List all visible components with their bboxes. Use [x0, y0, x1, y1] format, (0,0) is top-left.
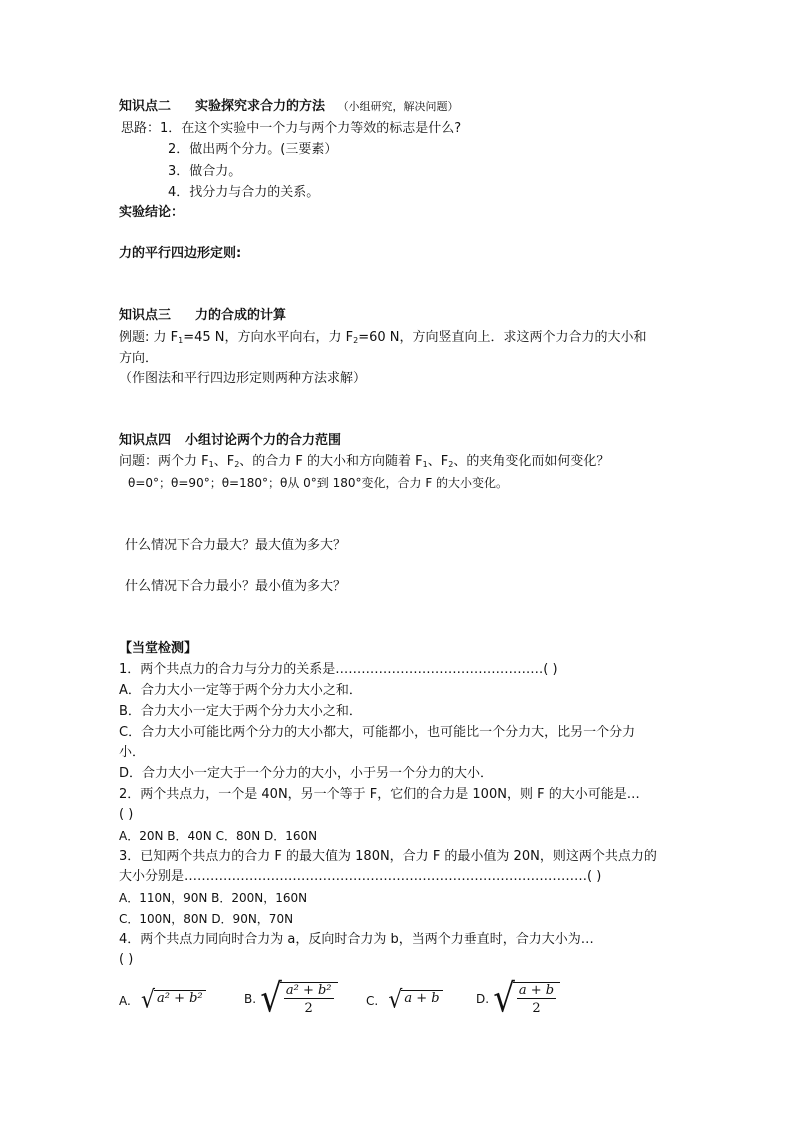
q4-option-d-label: D. [476, 992, 490, 1006]
q1-option-b: B．合力大小一定大于两个分力大小之和． [119, 704, 362, 719]
subscript-1: 1 [178, 336, 184, 345]
q4-option-d [476, 976, 560, 1022]
sqrt-icon: √ $\frac{a + b}{2}$ [493, 982, 560, 1016]
question-text-d: 、F [427, 454, 449, 469]
min-question: 什么情况下合力最小？最小值为多大？ [125, 579, 347, 594]
sec4-heading: 知识点四 [119, 433, 172, 448]
sqrt-icon: √ $\frac{\text{a² + b²}}{2}$ [260, 982, 337, 1016]
q3-options-row1: A．110N，90N B．200N，160N [119, 891, 308, 905]
sec4-angles: θ=0°；θ=90°；θ=180°；θ从 0°到 180°变化，合力 F 的大小变化。 [128, 476, 509, 490]
q2-options: A．20N B．40N C．80N D．160N [119, 829, 318, 843]
q3-options-row2: C．100N，80N D．90N，70N [119, 912, 294, 926]
example-text-a: 例题: 力 F [119, 330, 179, 345]
subscript-1: 1 [422, 460, 428, 469]
question-text-b: 、F [213, 454, 235, 469]
sqrt-icon: √ a + b [388, 990, 442, 1012]
q1-stem: 1．两个共点力的合力与分力的关系是…………………………………………( ) [119, 662, 558, 677]
q4-answer-paren: ( ) [119, 952, 134, 967]
q4-option-b-denominator: 2 [304, 1001, 313, 1016]
sec3-example-line2: 方向． [119, 351, 159, 366]
parallelogram-rule: 力的平行四边形定则: [119, 246, 242, 261]
q4-option-b-numerator: a² + b² [285, 983, 332, 998]
sec4-title: 小组讨论两个力的合力范围 [185, 433, 342, 448]
sec2-title: 实验探究求合力的方法 [195, 99, 326, 114]
q4-option-b [244, 976, 338, 1022]
sec2-line-1: 思路：1．在这个实验中一个力与两个力等效的标志是什么? [121, 121, 462, 136]
q2-stem: 2．两个共点力，一个是 40N，另一个等于 F，它们的合力是 100N，则 F 的大小可能是… [119, 787, 640, 802]
subscript-2: 2 [234, 460, 240, 469]
check-heading: 【当堂检测】 [119, 641, 198, 656]
example-text-c: =60 N，方向竖直向上．求这两个力合力的大小和 [358, 330, 647, 345]
q1-option-d: D．合力大小一定大于一个分力的大小，小于另一个分力的大小． [119, 766, 494, 781]
q4-option-c-label: C. [366, 994, 379, 1008]
sec3-heading: 知识点三 [119, 308, 172, 323]
sec3-example [119, 330, 647, 346]
question-text-e: 、的夹角变化而如何变化？ [453, 454, 610, 469]
q4-option-a [119, 986, 206, 1015]
q1-option-c: C．合力大小可能比两个分力的大小都大，可能都小，也可能比一个分力大，比另一个分力 [119, 725, 636, 740]
sec3-example-line3: （作图法和平行四边形定则两种方法求解） [119, 371, 367, 386]
sec3-heading-line [119, 308, 286, 324]
q4-option-a-expr: a² + b² [154, 990, 206, 1012]
q4-option-c [366, 986, 443, 1015]
max-question: 什么情况下合力最大？最大值为多大？ [125, 538, 347, 553]
question-text-c: 、的合力 F 的大小和方向随着 F [239, 454, 423, 469]
q3-stem-cont: 大小分别是…………………………………………………………………………………( ) [119, 869, 602, 884]
q4-option-b-label: B. [244, 992, 257, 1006]
sec2-line-4: 4．找分力与合力的关系。 [168, 185, 320, 200]
sec4-heading-line [119, 433, 341, 449]
sqrt-icon: √ a² + b² [141, 990, 206, 1012]
q3-stem: 3．已知两个共点力的合力 F 的最大值为 180N，合力 F 的最小值为 20N，则这两个共点力的 [119, 849, 657, 864]
subscript-1: 1 [208, 460, 214, 469]
sec3-title: 力的合成的计算 [195, 308, 287, 323]
q1-option-a: A．合力大小一定等于两个分力大小之和． [119, 683, 362, 698]
q4-option-d-numerator: a + b [518, 983, 555, 998]
subscript-2: 2 [448, 460, 454, 469]
sec2-note: （小组研究，解决问题） [337, 100, 459, 113]
sec4-question [119, 454, 609, 470]
example-text-b: =45 N，方向水平向右，力 F [183, 330, 354, 345]
q4-stem: 4．两个共点力同向时合力为 a，反向时合力为 b，当两个力垂直时，合力大小为… [119, 932, 594, 947]
q4-option-d-denominator: 2 [532, 1001, 541, 1016]
q1-option-c-cont: 小． [119, 745, 146, 760]
experiment-conclusion: 实验结论： [119, 205, 185, 220]
q4-option-c-expr: a + b [401, 990, 442, 1012]
sec2-heading-line [119, 99, 459, 115]
q2-answer-paren: ( ) [119, 807, 134, 822]
sec2-heading: 知识点二 [119, 99, 172, 114]
question-text-a: 问题：两个力 F [119, 454, 209, 469]
sec2-line-3: 3．做合力。 [168, 164, 242, 179]
subscript-2: 2 [353, 336, 359, 345]
sec2-line-2: 2．做出两个分力。(三要素） [168, 142, 338, 157]
q4-option-a-label: A. [119, 994, 131, 1008]
